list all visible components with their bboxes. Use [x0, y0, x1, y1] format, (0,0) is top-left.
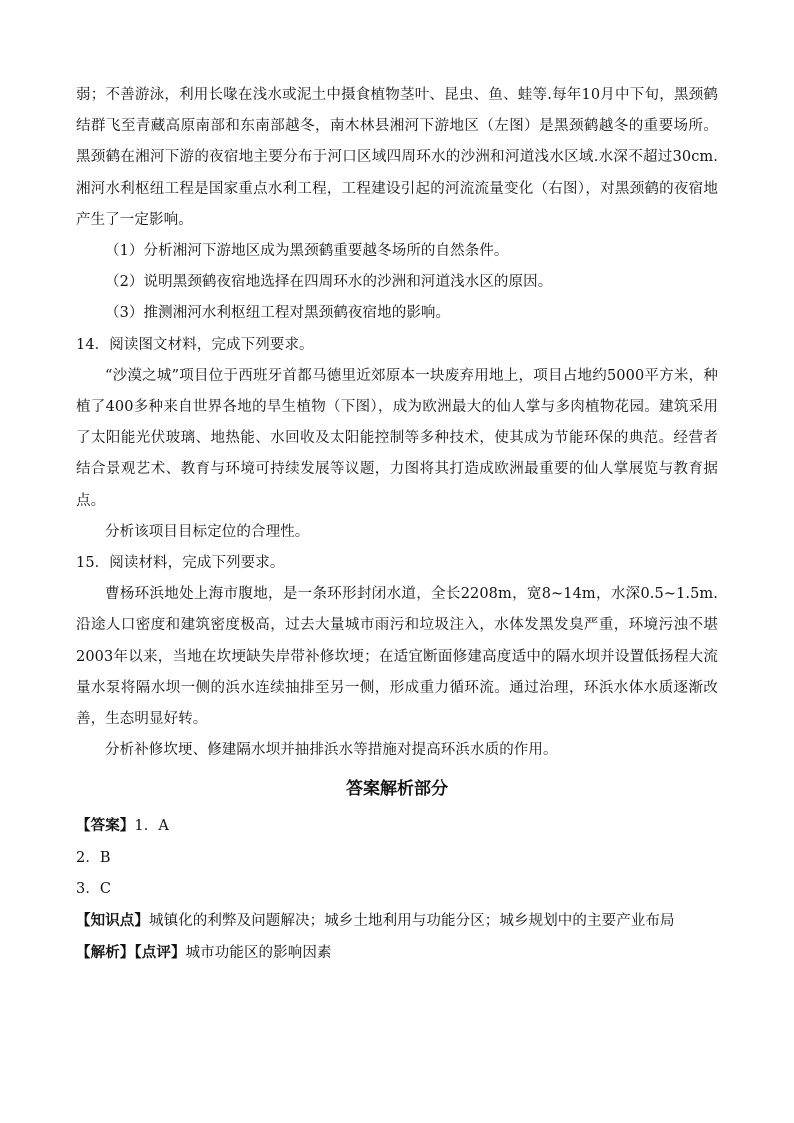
knowledge-point-line: [76, 905, 718, 937]
question-15-heading: 15．阅读材料，完成下列要求。: [76, 555, 285, 572]
analysis-tag: 【解析】: [76, 944, 135, 962]
question-14-task: 分析该项目目标定位的合理性。: [105, 523, 310, 540]
question-14-heading: 14．阅读图文材料，完成下列要求。: [76, 336, 314, 353]
question-15-task: 分析补修坎埂、修建隔水坝并抽排浜水等措施对提高环浜水质的作用。: [105, 742, 558, 759]
question-13-sub-1: （1）分析湘河下游地区成为黑颈鹤重要越冬场所的自然条件。: [105, 243, 509, 260]
answer-line-1: [76, 810, 718, 842]
knowledge-tag: 【知识点】: [76, 912, 149, 930]
answer-section-title: 答案解析部分: [346, 779, 448, 800]
question-13-sub-2: （2）说明黑颈鹤夜宿地选择在四周环水的沙洲和河道浅水区的原因。: [105, 274, 553, 291]
answer-tag: 【答案】: [76, 817, 135, 835]
knowledge-points: 城镇化的利弊及问题解决；城乡土地利用与功能分区；城乡规划中的主要产业布局: [149, 913, 675, 930]
answer-1: 1．A: [134, 818, 169, 835]
question-14-paragraph: “沙漠之城”项目位于西班牙首都马德里近郊原本一块废弃用地上，项目占地约5000平方米，种植了400多种来自世界各地的旱生植物（下图），成为欧洲最大的仙人掌与多肉植物花园。建筑采用了太阳能光伏玻璃、地热能、水回收及太阳能控制等多种技术，使其成为节能环保的典范。经营者结合景观艺术、教育与环境可持续发展等议题，力图将其打造成欧洲最重要的仙人掌展览与教育据点。: [76, 367, 718, 509]
question-15-paragraph: 曹杨环浜地处上海市腹地，是一条环形封闭水道，全长2208m，宽8~14m，水深0.5~1.5m.沿途人口密度和建筑密度极高，过去大量城市雨污和垃圾注入，水体发黑发臭严重，环境污浊不堪2003年以来，当地在坎埂缺失岸带补修坎埂；在适宜断面修建高度适中的隔水坝并设置低扬程大流量水泵将隔水坝一侧的浜水连续抽排至另一侧，形成重力循环流。通过治理，环浜水体水质逐渐改善，生态明显好转。: [76, 586, 718, 728]
answer-2: 2．B: [76, 849, 111, 866]
comment-text: 城市功能区的影响因素: [185, 945, 332, 962]
question-13-sub-3: （3）推测湘河水利枢纽工程对黑颈鹤夜宿地的影响。: [105, 305, 451, 322]
question-13-paragraph-continued: 弱；不善游泳，利用长喙在浅水或泥土中摄食植物茎叶、昆虫、鱼、蛙等.每年10月中下旬，黑颈鹤结群飞至青藏高原南部和东南部越冬，南木林县湘河下游地区（左图）是黑颈鹤越冬的重要场所。黑颈鹤在湘河下游的夜宿地主要分布于河口区域四周环水的沙洲和河道浅水区域.水深不超过30cm.湘河水利枢纽工程是国家重点水利工程，工程建设引起的河流流量变化（右图），对黑颈鹤的夜宿地产生了一定影响。: [76, 87, 718, 228]
document-content: [76, 80, 718, 969]
comment-tag: 【点评】: [134, 944, 186, 962]
answer-3: 3．C: [76, 880, 112, 897]
analysis-line: [76, 937, 718, 969]
